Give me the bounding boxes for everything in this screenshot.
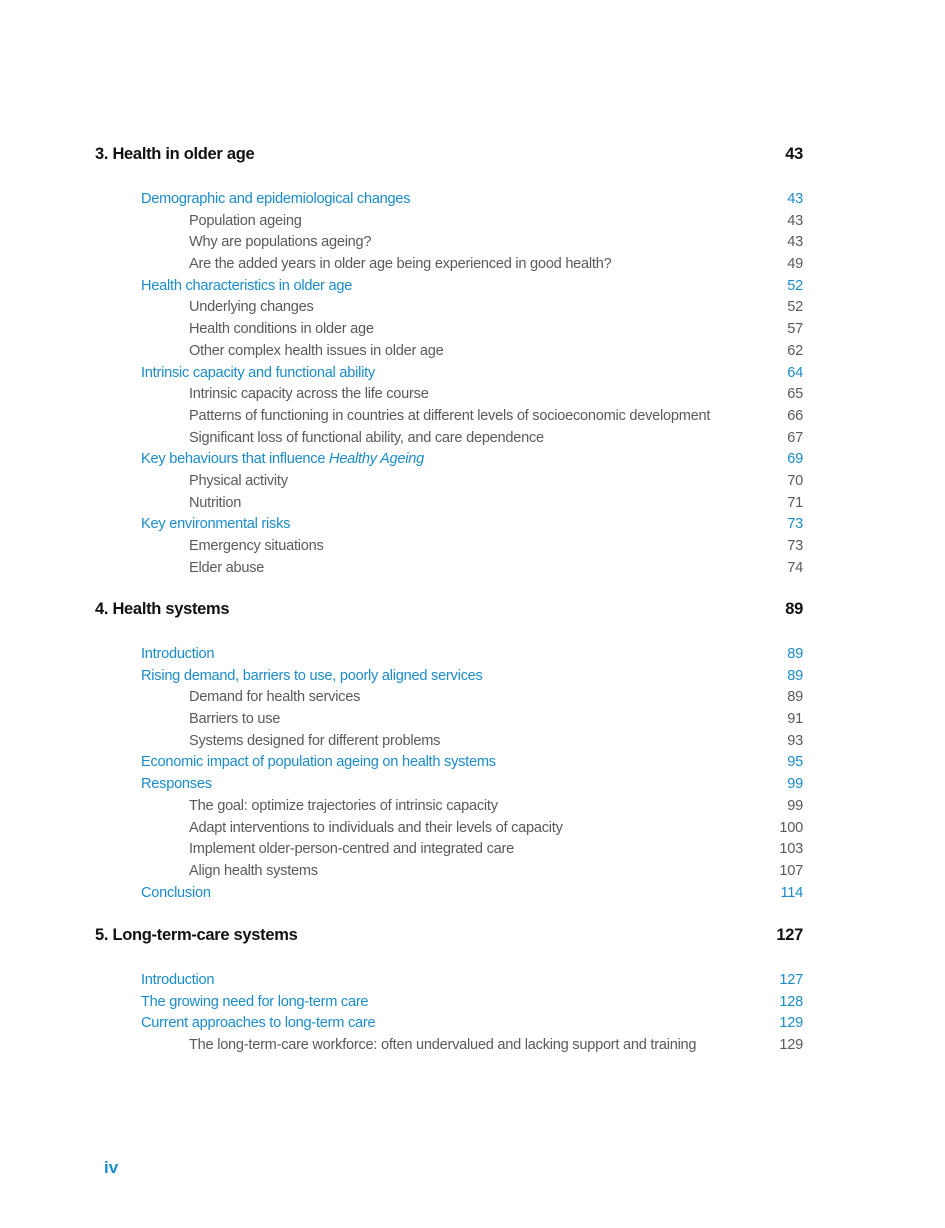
entry-page-number: 99 bbox=[787, 776, 803, 793]
toc-subentry[interactable] bbox=[0, 731, 945, 753]
entry-page-number: 95 bbox=[787, 754, 803, 771]
toc-entry[interactable] bbox=[0, 970, 945, 992]
toc-subentry[interactable] bbox=[0, 796, 945, 818]
entry-page-number: 89 bbox=[787, 689, 803, 706]
entry-page-number: 99 bbox=[787, 797, 803, 814]
entry-page-number: 71 bbox=[787, 494, 803, 511]
entry-page-number: 127 bbox=[779, 972, 803, 988]
entry-page-number: 128 bbox=[779, 993, 803, 1010]
toc-subentry[interactable] bbox=[0, 471, 945, 493]
entry-page-number: 69 bbox=[787, 451, 803, 468]
section-heading[interactable] bbox=[95, 926, 803, 948]
toc-entries bbox=[0, 970, 945, 1057]
entry-title-italic: Healthy Ageing bbox=[329, 451, 424, 468]
entry-page-number: 52 bbox=[787, 277, 803, 294]
entry-page-number: 73 bbox=[787, 538, 803, 554]
section-heading[interactable] bbox=[95, 600, 803, 622]
toc-subentry[interactable] bbox=[0, 406, 945, 428]
toc-subentry[interactable] bbox=[0, 493, 945, 515]
toc-entry[interactable] bbox=[0, 189, 945, 211]
toc-subentry[interactable] bbox=[0, 428, 945, 450]
entry-title: Current approaches to long-term care bbox=[141, 1015, 376, 1032]
entry-title: Conclusion bbox=[141, 884, 211, 901]
section-page-number: 127 bbox=[776, 926, 803, 944]
entry-page-number: 65 bbox=[787, 386, 803, 403]
toc-subentry[interactable] bbox=[0, 861, 945, 883]
toc-subentry[interactable] bbox=[0, 818, 945, 840]
entry-title: Nutrition bbox=[189, 494, 242, 511]
toc-subentry[interactable] bbox=[0, 211, 945, 233]
entry-title: Significant loss of functional ability, and care dependence bbox=[189, 429, 544, 446]
entry-page-number: 107 bbox=[779, 862, 803, 879]
toc-entries bbox=[0, 189, 945, 579]
entry-page-number: 73 bbox=[787, 516, 803, 533]
toc-subentry[interactable] bbox=[0, 297, 945, 319]
entry-title: Barriers to use bbox=[189, 711, 281, 728]
toc-subentry[interactable] bbox=[0, 839, 945, 861]
entry-title: Align health systems bbox=[189, 862, 318, 879]
toc-subentry[interactable] bbox=[0, 319, 945, 341]
toc-entry[interactable] bbox=[0, 666, 945, 688]
section-heading[interactable] bbox=[95, 145, 803, 167]
entry-title: Adapt interventions to individuals and their levels of capacity bbox=[189, 819, 563, 836]
toc-entry[interactable] bbox=[0, 276, 945, 298]
toc-subentry[interactable] bbox=[0, 558, 945, 580]
entry-page-number: 66 bbox=[787, 407, 803, 424]
entry-title: Implement older-person-centred and integrated care bbox=[189, 841, 514, 858]
toc-subentry[interactable] bbox=[0, 1035, 945, 1057]
section-title: 4. Health systems bbox=[95, 600, 230, 618]
entry-page-number: 43 bbox=[787, 212, 803, 229]
toc-subentry[interactable] bbox=[0, 341, 945, 363]
entry-title: Physical activity bbox=[189, 472, 288, 489]
entry-page-number: 91 bbox=[787, 711, 803, 728]
entry-page-number: 89 bbox=[787, 667, 803, 684]
entry-title: Other complex health issues in older age bbox=[189, 342, 444, 359]
entry-page-number: 129 bbox=[779, 1037, 803, 1054]
entry-page-number: 100 bbox=[779, 819, 803, 836]
entry-title: Demographic and epidemiological changes bbox=[141, 191, 411, 207]
toc-entry[interactable] bbox=[0, 363, 945, 385]
entry-title: Introduction bbox=[141, 646, 215, 662]
entry-title: Key environmental risks bbox=[141, 516, 291, 533]
entry-title: Health characteristics in older age bbox=[141, 277, 353, 294]
entry-title: The growing need for long-term care bbox=[141, 993, 369, 1010]
entry-title: The long-term-care workforce: often undervalued and lacking support and training bbox=[189, 1037, 697, 1054]
entry-title: Economic impact of population ageing on health systems bbox=[141, 754, 496, 771]
entry-title: Health conditions in older age bbox=[189, 321, 374, 338]
entry-page-number: 57 bbox=[787, 321, 803, 338]
entry-title: Why are populations ageing? bbox=[189, 234, 372, 251]
toc-subentry[interactable] bbox=[0, 384, 945, 406]
section-title: 3. Health in older age bbox=[95, 145, 255, 163]
entry-title: Intrinsic capacity across the life course bbox=[189, 386, 429, 403]
toc-entry[interactable] bbox=[0, 883, 945, 905]
entry-title: Demand for health services bbox=[189, 689, 361, 706]
section-page-number: 43 bbox=[785, 145, 803, 163]
entry-title: Population ageing bbox=[189, 212, 302, 229]
entry-title: Responses bbox=[141, 776, 212, 793]
entry-page-number: 52 bbox=[787, 299, 803, 316]
toc-entry[interactable] bbox=[0, 992, 945, 1014]
entry-page-number: 89 bbox=[787, 646, 803, 662]
entry-page-number: 62 bbox=[787, 342, 803, 359]
entry-title: Key behaviours that influence Healthy Ageing bbox=[141, 451, 424, 468]
toc-entry[interactable] bbox=[0, 514, 945, 536]
toc-subentry[interactable] bbox=[0, 254, 945, 276]
toc-entry[interactable] bbox=[0, 449, 945, 471]
section-page-number: 89 bbox=[785, 600, 803, 618]
entry-title: Patterns of functioning in countries at different levels of socioeconomic development bbox=[189, 407, 711, 424]
entry-page-number: 114 bbox=[780, 884, 803, 901]
entry-page-number: 74 bbox=[787, 559, 803, 576]
toc-entry[interactable] bbox=[0, 1013, 945, 1035]
entry-title: Intrinsic capacity and functional ability bbox=[141, 364, 375, 381]
entry-title: Are the added years in older age being experienced in good health? bbox=[189, 256, 612, 273]
toc-entry[interactable] bbox=[0, 752, 945, 774]
toc-entry[interactable] bbox=[0, 774, 945, 796]
entry-page-number: 67 bbox=[787, 429, 803, 446]
entry-page-number: 43 bbox=[787, 234, 803, 251]
entry-title: Systems designed for different problems bbox=[189, 732, 441, 749]
entry-title: Elder abuse bbox=[189, 559, 265, 576]
toc-subentry[interactable] bbox=[0, 687, 945, 709]
entry-title: Underlying changes bbox=[189, 299, 314, 316]
entry-page-number: 129 bbox=[779, 1015, 803, 1032]
toc-subentry[interactable] bbox=[0, 536, 945, 558]
entry-title: Introduction bbox=[141, 972, 215, 988]
section-title: 5. Long-term-care systems bbox=[95, 926, 298, 944]
entry-page-number: 43 bbox=[787, 191, 803, 207]
toc-subentry[interactable] bbox=[0, 709, 945, 731]
entry-page-number: 70 bbox=[787, 472, 803, 489]
entry-title: Rising demand, barriers to use, poorly aligned services bbox=[141, 667, 483, 684]
page-number-folio: iv bbox=[104, 1158, 119, 1177]
entry-page-number: 103 bbox=[779, 841, 803, 858]
entry-title: Emergency situations bbox=[189, 538, 324, 554]
entry-page-number: 93 bbox=[787, 732, 803, 749]
entry-page-number: 49 bbox=[787, 256, 803, 273]
entry-title: The goal: optimize trajectories of intrinsic capacity bbox=[189, 797, 498, 814]
entry-page-number: 64 bbox=[787, 364, 803, 381]
toc-subentry[interactable] bbox=[0, 232, 945, 254]
toc-entries bbox=[0, 644, 945, 904]
toc-entry[interactable] bbox=[0, 644, 945, 666]
